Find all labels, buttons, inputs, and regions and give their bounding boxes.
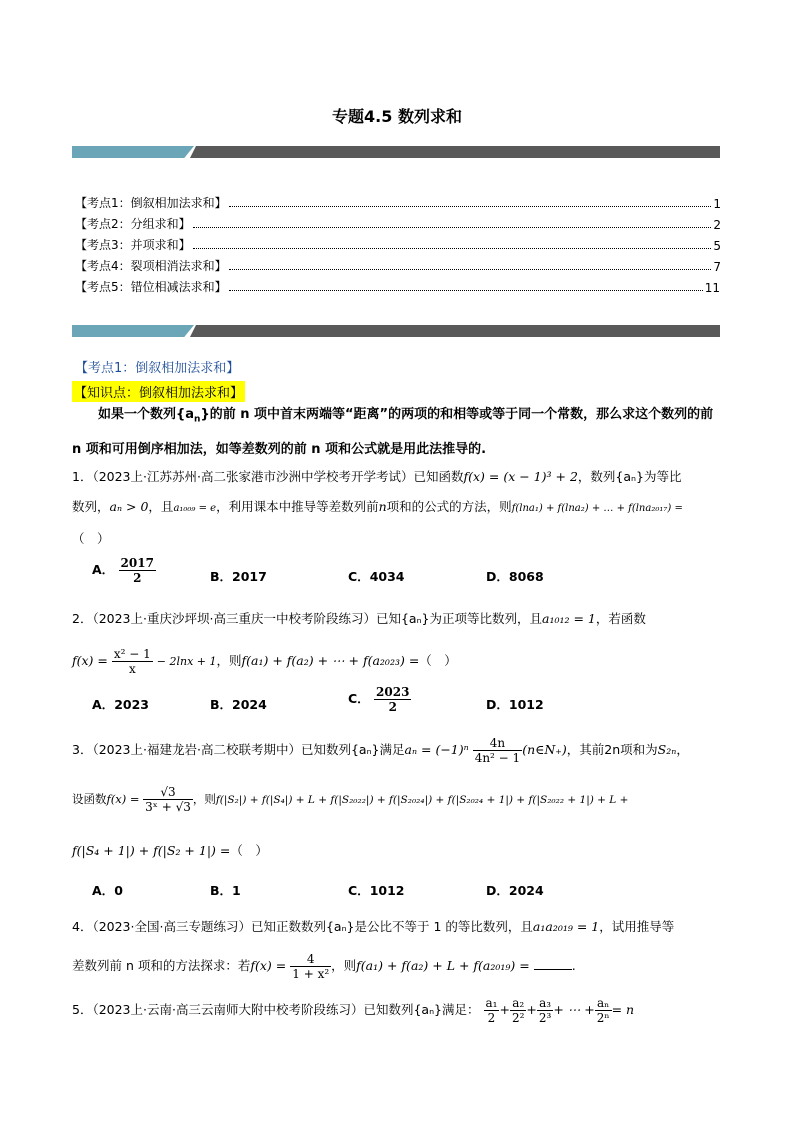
question-3-formula <box>72 782 724 817</box>
math-expression: aₙ > 0 <box>109 499 149 514</box>
toc-leader <box>193 248 712 249</box>
math-operator: + <box>499 1002 510 1017</box>
question-text: ，若函数 <box>595 611 646 626</box>
math-expression: f(lna₁) + f(lna₂) + … + f(lna₂₀₁₇) = <box>511 503 683 514</box>
question-text: 差数列前 n 项和的方法探求：若 <box>72 958 251 973</box>
option-letter: B． <box>210 569 233 584</box>
fraction-denominator: 3ˣ + √3 <box>145 800 191 814</box>
question-3 <box>72 734 724 766</box>
option-c[interactable] <box>348 881 404 899</box>
question-text: ，数列{aₙ}为等比 <box>577 469 682 484</box>
question-text: 已知数列{aₙ}满足 <box>300 742 405 757</box>
question-source: （2023上·江苏苏州·高二张家港市沙洲中学校考开学考试） <box>92 469 414 484</box>
question-text: ，则 <box>216 653 242 668</box>
question-number: 4． <box>72 919 93 934</box>
fraction-denominator: 4n² − 1 <box>474 751 521 765</box>
question-5 <box>72 994 724 1026</box>
question-3-formula-cont <box>72 836 724 866</box>
toc-leader <box>193 227 712 228</box>
option-value: 1012 <box>508 697 544 712</box>
toc-row[interactable] <box>75 256 721 274</box>
math-expression: − 2lnx + 1 <box>156 655 217 668</box>
fraction-numerator: 4n <box>473 736 523 751</box>
toc-row[interactable] <box>75 277 720 295</box>
question-source: （2023上·云南·高三云南师大附中校考阶段练习） <box>92 1002 364 1017</box>
math-operator: + ⋯ + <box>553 1002 595 1017</box>
option-value: 1012 <box>369 883 405 898</box>
toc-row[interactable] <box>75 235 721 253</box>
question-text: 项和的公式的方法，则 <box>386 499 512 514</box>
option-letter: D． <box>486 569 509 584</box>
option-a[interactable] <box>92 695 149 713</box>
toc-page: 11 <box>704 281 720 295</box>
para-text-a: 如果一个数列{a <box>98 407 195 422</box>
math-expression: f(x) = <box>72 653 108 668</box>
option-value: 2023 <box>114 697 149 712</box>
toc-leader <box>229 206 712 207</box>
toc-leader <box>229 290 703 291</box>
fraction-numerator: a₁ <box>485 996 498 1010</box>
toc-row[interactable] <box>75 193 721 211</box>
option-a[interactable] <box>92 881 123 899</box>
math-expression: f(a₁) + f(a₂) + ⋯ + f(a₂₀₂₃) = <box>241 653 420 668</box>
question-text: ，且 <box>148 499 174 514</box>
fraction-denominator: 2ⁿ <box>596 1011 610 1025</box>
fraction-numerator: 2017 <box>120 556 154 570</box>
question-1 <box>72 462 724 554</box>
question-text: ，则 <box>192 792 216 806</box>
header-divider-band <box>72 146 720 158</box>
para-text-b: }的前 n 项中首末两端等“距离”的两项的和相等或等于同一个常数，那么求这个数列的前 n 项和可用倒序相加法，如等差数列的前 n 项和公式就是用此法推导的. <box>72 407 714 457</box>
fraction <box>119 556 156 585</box>
option-letter: B． <box>210 883 233 898</box>
question-number: 2． <box>72 611 93 626</box>
question-source: （2023上·福建龙岩·高二校联考期中） <box>92 742 301 757</box>
option-letter: C． <box>348 883 370 898</box>
fraction-denominator: x <box>128 662 136 676</box>
option-value: 4034 <box>369 569 405 584</box>
question-text: ，试用推导等 <box>599 919 675 934</box>
fraction-denominator: 2² <box>511 1011 525 1025</box>
option-value: 2024 <box>232 697 267 712</box>
question-4 <box>72 911 724 943</box>
toc-page: 1 <box>713 197 721 211</box>
answer-blank[interactable] <box>534 957 572 970</box>
fraction <box>143 785 193 814</box>
math-expression: f(a₁) + f(a₂) + L + f(a₂₀₁₉) = <box>356 958 530 973</box>
option-b[interactable] <box>210 567 267 585</box>
toc-leader <box>229 269 712 270</box>
option-letter: B． <box>210 697 233 712</box>
section-divider-band <box>72 325 720 337</box>
question-text: ，其前2n项和为 <box>566 742 658 757</box>
fraction-numerator: x² − 1 <box>113 647 151 661</box>
option-letter: C． <box>348 691 370 706</box>
math-expression: (n∈N₊) <box>522 742 567 757</box>
answer-parentheses: （ ） <box>72 531 110 546</box>
fraction-numerator: 4 <box>290 952 331 967</box>
fraction-denominator: 2 <box>133 571 142 585</box>
math-expression: f(x) = <box>106 792 140 806</box>
toc-label: 【考点2：分组求和】 <box>75 217 191 231</box>
option-d[interactable] <box>486 881 544 899</box>
fraction-numerator: √3 <box>143 785 193 800</box>
question-source: （2023上·重庆沙坪坝·高三重庆一中校考阶段练习） <box>92 611 376 626</box>
option-b[interactable] <box>210 881 241 899</box>
toc-label: 【考点1：倒叙相加法求和】 <box>75 196 227 210</box>
answer-parentheses: （ ） <box>419 653 457 668</box>
question-text: 设函数 <box>72 792 107 806</box>
question-text: 已知函数 <box>413 469 464 484</box>
option-value: 2017 <box>232 569 267 584</box>
option-d[interactable] <box>486 567 544 585</box>
question-text: . <box>571 958 576 973</box>
option-value: 2024 <box>508 883 544 898</box>
option-letter: A． <box>92 562 115 577</box>
fraction-denominator: 2³ <box>538 1011 552 1025</box>
option-c[interactable] <box>348 685 411 714</box>
fraction-numerator: aₙ <box>595 996 612 1011</box>
knowledge-paragraph <box>72 400 722 464</box>
fraction-denominator: 2 <box>487 1011 496 1025</box>
question-number: 3． <box>72 742 93 757</box>
fraction <box>484 996 500 1025</box>
math-expression: a₁₀₀₉ = e <box>173 503 217 514</box>
option-letter: A． <box>92 697 115 712</box>
question-2-formula <box>72 644 724 679</box>
option-letter: C． <box>348 569 370 584</box>
question-number: 5． <box>72 1002 93 1017</box>
math-expression: n <box>378 499 387 514</box>
option-letter: D． <box>486 697 509 712</box>
question-text: 已知正数数列{aₙ}是公比不等于 1 的等比数列，且 <box>250 919 533 934</box>
math-expression: f(x) = (x − 1)³ + 2 <box>463 469 578 484</box>
fraction-numerator: a₃ <box>537 996 553 1011</box>
fraction <box>537 996 553 1025</box>
math-expression: f(x) = <box>250 958 287 973</box>
fraction <box>374 685 411 714</box>
option-value: 1 <box>232 883 241 898</box>
fraction-denominator: 2 <box>388 700 397 714</box>
question-text: 已知数列{aₙ}满足： <box>363 1002 480 1017</box>
question-4-formula <box>72 949 724 983</box>
fraction-numerator: a₂ <box>510 996 526 1011</box>
fraction <box>112 647 153 676</box>
option-c[interactable] <box>348 567 404 585</box>
toc-page: 7 <box>713 260 721 274</box>
question-text: ，则 <box>331 958 357 973</box>
option-d[interactable] <box>486 695 544 713</box>
option-b[interactable] <box>210 695 267 713</box>
toc-label: 【考点5：错位相减法求和】 <box>75 280 227 294</box>
option-letter: D． <box>486 883 509 898</box>
math-expression: a₁₀₁₂ = 1 <box>542 611 596 626</box>
fraction <box>473 736 523 765</box>
fraction-denominator: 1 + x² <box>292 967 330 981</box>
option-letter: A． <box>92 883 115 898</box>
fraction-numerator: 2023 <box>376 685 410 699</box>
toc-page: 2 <box>713 218 721 232</box>
page-title: 专题4.5 数列求和 <box>332 107 462 126</box>
fraction <box>510 996 526 1025</box>
fraction <box>290 952 331 981</box>
question-number: 1． <box>72 469 93 484</box>
toc-page: 5 <box>713 239 721 253</box>
knowledge-highlight: 【知识点：倒叙相加法求和】 <box>72 381 245 402</box>
fraction <box>595 996 612 1025</box>
question-text: ，利用课本中推导等差数列前 <box>216 499 379 514</box>
toc-row[interactable] <box>75 214 721 232</box>
toc-label: 【考点3：并项求和】 <box>75 238 191 252</box>
question-text: 已知{aₙ}为正项等比数列，且 <box>375 611 543 626</box>
question-text: ， <box>676 742 689 757</box>
math-expression: f(|S₂|) + f(|S₄|) + L + f(|S₂₀₂₂|) + f(|S₂₀₂₄|) + f(|S₂₀₂₄ + 1|) + f(|S₂₀₂₂ + 1|) + L + <box>215 794 629 806</box>
question-source: （2023·全国·高三专题练习） <box>92 919 251 934</box>
math-expression: aₙ = (−1)ⁿ <box>404 742 469 757</box>
option-value: 0 <box>114 883 123 898</box>
question-text: 数列， <box>72 499 110 514</box>
question-2 <box>72 604 724 634</box>
math-expression: S₂ₙ <box>657 742 677 757</box>
option-a[interactable] <box>92 556 156 585</box>
para-sub: n <box>194 414 201 425</box>
math-expression: a₁a₂₀₁₉ = 1 <box>532 919 600 934</box>
math-operator: + <box>526 1002 537 1017</box>
answer-parentheses: （ ） <box>230 843 268 858</box>
toc-label: 【考点4：裂项相消法求和】 <box>75 259 227 273</box>
math-expression: f(|S₄ + 1|) + f(|S₂ + 1|) = <box>72 843 231 858</box>
option-value: 8068 <box>508 569 544 584</box>
section-heading: 【考点1：倒叙相加法求和】 <box>75 361 240 376</box>
math-expression: = n <box>611 1002 635 1017</box>
